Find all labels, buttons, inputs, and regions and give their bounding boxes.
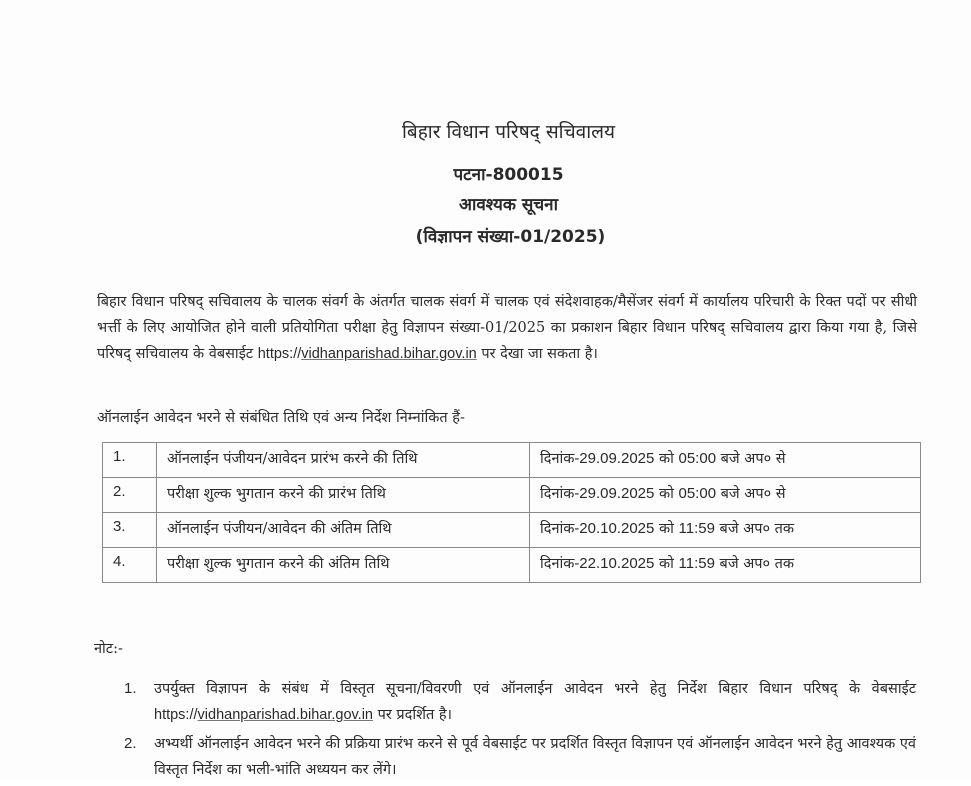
note-text: अभ्यर्थी ऑनलाईन आवेदन भरने की प्रक्रिया प्रारंभ करने से पूर्व वेबसाईट पर प्रदर्शित विस्तृत विज्ञापन एवं ऑनलाईन आवेदन भरने हेतु आवश्यक एवं विस्तृत निर्देश का भली-भांति अध्ययन कर लेंगे। bbox=[154, 736, 916, 778]
website-link-prefix: https:// bbox=[257, 346, 302, 362]
table-row bbox=[103, 443, 921, 478]
advertisement-number: (विज्ञापन संख्या-01/2025) bbox=[415, 227, 606, 247]
notice-heading: आवश्यक सूचना bbox=[458, 195, 558, 215]
event-date: दिनांक-22.10.2025 को 11:59 बजे अप० तक bbox=[530, 548, 921, 583]
note-text-1: उपर्युक्त विज्ञापन के संबंध में विस्तृत सूचना/विवरणी एवं ऑनलाईन आवेदन भरने हेतु निर्देश बिहार विधान परिषद् के वेबसाईट bbox=[154, 681, 916, 697]
note-item bbox=[124, 731, 916, 783]
note-number: 1. bbox=[124, 680, 137, 697]
table-row bbox=[103, 478, 921, 513]
paragraph-text-1: बिहार विधान परिषद् सचिवालय के चालक संवर्ग के अंतर्गत चालक संवर्ग में चालक एवं संदेशवाहक/मैसेंजर संवर्ग में कार्यालय परिचारी के रिक्त पदों पर सीधी भर्त्ती के लिए आयोजित होने वाली प्रतियोगिता परीक्षा हेतु विज्ञापन संख्या-01/2025 का प्रकाशन बिहार विधान परिषद् सचिवालय द्वारा किया गया है, जिसे परिषद् सचिवालय के वेबसाईट bbox=[97, 294, 917, 362]
website-link[interactable] bbox=[258, 346, 477, 362]
event-description: ऑनलाईन पंजीयन/आवेदन प्रारंभ करने की तिथि bbox=[157, 443, 530, 478]
website-link-prefix: https:// bbox=[154, 707, 198, 723]
notes-list bbox=[124, 676, 916, 786]
event-date: दिनांक-29.09.2025 को 05:00 बजे अप० से bbox=[530, 478, 921, 513]
notes-label: नोट:- bbox=[94, 641, 123, 657]
website-link[interactable] bbox=[154, 707, 373, 723]
schedule-intro: ऑनलाईन आवेदन भरने से संबंधित तिथि एवं अन्य निर्देश निम्नांकित हैं- bbox=[97, 410, 465, 426]
table-row bbox=[103, 548, 921, 583]
row-number: 4. bbox=[103, 548, 157, 583]
row-number: 1. bbox=[103, 443, 157, 478]
table-row bbox=[103, 513, 921, 548]
note-item bbox=[124, 676, 916, 728]
event-description: परीक्षा शुल्क भुगतान करने की अंतिम तिथि bbox=[157, 548, 530, 583]
note-text-2: पर प्रदर्शित है। bbox=[373, 707, 453, 723]
event-description: ऑनलाईन पंजीयन/आवेदन की अंतिम तिथि bbox=[157, 513, 530, 548]
paragraph-text-2: पर देखा जा सकता है। bbox=[476, 346, 598, 362]
notice-paragraph bbox=[97, 289, 917, 367]
schedule-table bbox=[102, 442, 921, 583]
event-date: दिनांक-29.09.2025 को 05:00 बजे अप० से bbox=[530, 443, 921, 478]
note-number: 2. bbox=[124, 735, 137, 752]
office-city: पटना-800015 bbox=[453, 165, 564, 185]
event-date: दिनांक-20.10.2025 को 11:59 बजे अप० तक bbox=[530, 513, 921, 548]
event-description: परीक्षा शुल्क भुगतान करने की प्रारंभ तिथि bbox=[157, 478, 530, 513]
website-link-domain: vidhanparishad.bihar.gov.in bbox=[197, 707, 373, 723]
row-number: 3. bbox=[103, 513, 157, 548]
row-number: 2. bbox=[103, 478, 157, 513]
office-title: बिहार विधान परिषद् सचिवालय bbox=[401, 121, 616, 143]
website-link-domain: vidhanparishad.bihar.gov.in bbox=[301, 346, 477, 362]
